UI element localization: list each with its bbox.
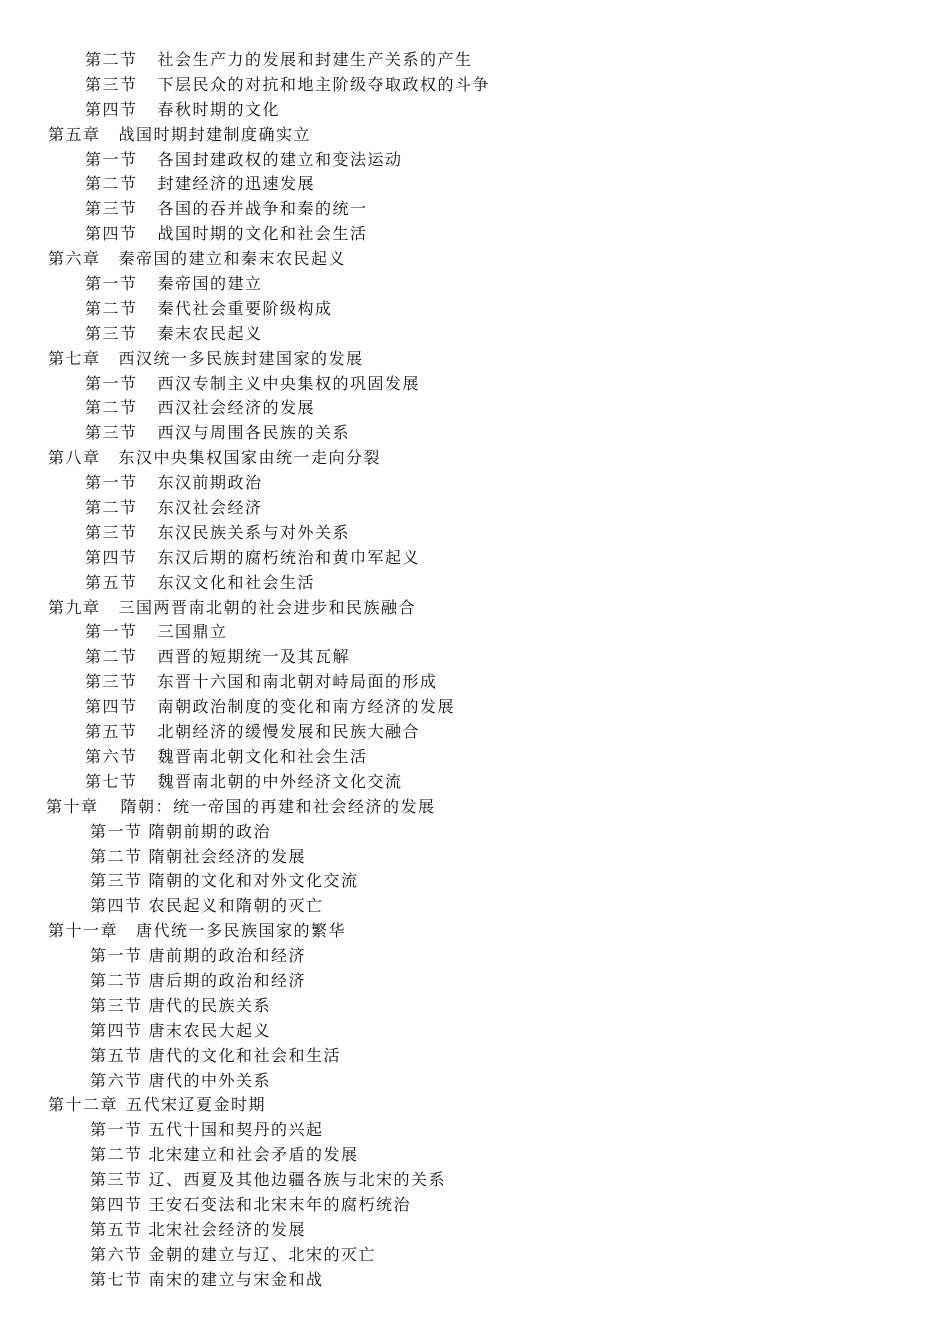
section-number: 第二节 <box>85 298 138 318</box>
section-title: 唐末农民大起义 <box>148 1020 272 1040</box>
toc-section-entry <box>0 1069 950 1094</box>
section-number: 第一节 <box>90 821 143 841</box>
section-number: 第四节 <box>85 697 138 717</box>
toc-section-entry <box>0 1218 950 1243</box>
section-number: 第三节 <box>85 199 138 219</box>
toc-section-entry <box>0 695 950 720</box>
section-title: 东汉后期的腐朽统治和黄巾军起义 <box>157 547 421 567</box>
section-title: 隋朝社会经济的发展 <box>148 846 307 866</box>
chapter-number: 第七章 <box>48 348 101 368</box>
toc-section-entry <box>0 98 950 123</box>
section-number: 第三节 <box>85 672 138 692</box>
toc-chapter-entry <box>0 795 950 820</box>
section-title: 东汉民族关系与对外关系 <box>157 522 351 542</box>
toc-section-entry <box>0 197 950 222</box>
chapter-number: 第八章 <box>48 448 101 468</box>
section-number: 第一节 <box>90 946 143 966</box>
toc-chapter-entry <box>0 919 950 944</box>
section-title: 农民起义和隋朝的灭亡 <box>148 896 324 916</box>
toc-section-entry <box>0 1193 950 1218</box>
toc-section-entry <box>0 745 950 770</box>
toc-section-entry <box>0 820 950 845</box>
section-title: 南朝政治制度的变化和南方经济的发展 <box>157 697 456 717</box>
toc-section-entry <box>0 969 950 994</box>
section-title: 魏晋南北朝的中外经济文化交流 <box>157 771 403 791</box>
section-number: 第二节 <box>90 846 143 866</box>
toc-section-entry <box>0 496 950 521</box>
section-title: 唐代的民族关系 <box>148 995 272 1015</box>
section-title: 唐前期的政治和经济 <box>148 946 307 966</box>
section-title: 辽、西夏及其他边疆各族与北宋的关系 <box>148 1170 447 1190</box>
section-title: 下层民众的对抗和地主阶级夺取政权的斗争 <box>157 74 491 94</box>
toc-chapter-entry <box>0 1093 950 1118</box>
toc-section-entry <box>0 471 950 496</box>
section-number: 第一节 <box>85 149 138 169</box>
table-of-contents <box>0 48 950 1293</box>
toc-section-entry <box>0 869 950 894</box>
section-title: 秦帝国的建立 <box>157 274 263 294</box>
toc-section-entry <box>0 1243 950 1268</box>
toc-section-entry <box>0 571 950 596</box>
chapter-title: 西汉统一多民族封建国家的发展 <box>118 348 364 368</box>
section-title: 唐后期的政治和经济 <box>148 970 307 990</box>
chapter-title: 三国两晋南北朝的社会进步和民族融合 <box>118 597 417 617</box>
section-number: 第六节 <box>90 1244 143 1264</box>
section-number: 第五节 <box>90 1219 143 1239</box>
section-number: 第六节 <box>90 1070 143 1090</box>
section-number: 第三节 <box>90 995 143 1015</box>
toc-section-entry <box>0 894 950 919</box>
chapter-title: 唐代统一多民族国家的繁华 <box>136 921 347 941</box>
section-title: 北朝经济的缓慢发展和民族大融合 <box>157 722 421 742</box>
toc-section-entry <box>0 172 950 197</box>
section-title: 西晋的短期统一及其瓦解 <box>157 647 351 667</box>
section-number: 第三节 <box>85 74 138 94</box>
toc-chapter-entry <box>0 123 950 148</box>
toc-section-entry <box>0 845 950 870</box>
section-title: 各国的吞并战争和秦的统一 <box>157 199 368 219</box>
section-title: 东汉社会经济 <box>157 498 263 518</box>
toc-chapter-entry <box>0 446 950 471</box>
section-title: 战国时期的文化和社会生活 <box>157 224 368 244</box>
section-title: 魏晋南北朝文化和社会生活 <box>157 746 368 766</box>
section-title: 社会生产力的发展和封建生产关系的产生 <box>157 50 473 69</box>
toc-section-entry <box>0 994 950 1019</box>
section-title: 隋朝的文化和对外文化交流 <box>148 871 359 891</box>
toc-section-entry <box>0 421 950 446</box>
toc-section-entry <box>0 770 950 795</box>
section-number: 第四节 <box>85 224 138 244</box>
toc-section-entry <box>0 521 950 546</box>
section-number: 第二节 <box>90 970 143 990</box>
section-number: 第四节 <box>85 547 138 567</box>
section-number: 第一节 <box>85 473 138 493</box>
section-number: 第二节 <box>85 398 138 418</box>
toc-section-entry <box>0 396 950 421</box>
section-title: 东汉文化和社会生活 <box>157 572 316 592</box>
chapter-number: 第九章 <box>48 597 101 617</box>
section-number: 第一节 <box>85 622 138 642</box>
section-number: 第二节 <box>90 1145 143 1165</box>
section-title: 隋朝前期的政治 <box>148 821 272 841</box>
section-number: 第六节 <box>85 746 138 766</box>
toc-section-entry <box>0 272 950 297</box>
chapter-title: 五代宋辽夏金时期 <box>126 1095 267 1115</box>
section-title: 秦代社会重要阶级构成 <box>157 298 333 318</box>
section-title: 三国鼎立 <box>157 622 228 642</box>
chapter-title: 东汉中央集权国家由统一走向分裂 <box>118 448 382 468</box>
toc-section-entry <box>0 372 950 397</box>
section-title: 东汉前期政治 <box>157 473 263 493</box>
section-number: 第七节 <box>85 771 138 791</box>
section-number: 第四节 <box>90 896 143 916</box>
toc-section-entry <box>0 1143 950 1168</box>
chapter-number: 第五章 <box>48 124 101 144</box>
section-title: 西汉与周围各民族的关系 <box>157 423 351 443</box>
chapter-number: 第十章 <box>46 796 99 816</box>
section-number: 第四节 <box>90 1194 143 1214</box>
section-title: 唐代的文化和社会和生活 <box>148 1045 342 1065</box>
section-number: 第四节 <box>85 99 138 119</box>
toc-section-entry <box>0 1118 950 1143</box>
section-number: 第三节 <box>90 871 143 891</box>
section-number: 第二节 <box>85 174 138 194</box>
toc-section-entry <box>0 48 950 73</box>
section-number: 第一节 <box>85 274 138 294</box>
chapter-title: 秦帝国的建立和秦末农民起义 <box>118 249 347 269</box>
toc-section-entry <box>0 720 950 745</box>
toc-section-entry <box>0 222 950 247</box>
toc-section-entry <box>0 1044 950 1069</box>
toc-section-entry <box>0 670 950 695</box>
section-title: 唐代的中外关系 <box>148 1070 272 1090</box>
section-title: 金朝的建立与辽、北宋的灭亡 <box>148 1244 377 1264</box>
section-title: 东晋十六国和南北朝对峙局面的形成 <box>157 672 438 692</box>
section-title: 各国封建政权的建立和变法运动 <box>157 149 403 169</box>
toc-chapter-entry <box>0 596 950 621</box>
section-number: 第一节 <box>85 373 138 393</box>
section-number: 第七节 <box>90 1269 143 1289</box>
section-title: 北宋建立和社会矛盾的发展 <box>148 1145 359 1165</box>
section-number: 第四节 <box>90 1020 143 1040</box>
chapter-number: 第六章 <box>48 249 101 269</box>
chapter-number: 第十二章 <box>48 1095 119 1115</box>
toc-section-entry <box>0 322 950 347</box>
section-number: 第五节 <box>85 722 138 742</box>
toc-section-entry <box>0 148 950 173</box>
section-title: 五代十国和契丹的兴起 <box>148 1120 324 1140</box>
toc-section-entry <box>0 620 950 645</box>
section-number: 第三节 <box>85 323 138 343</box>
section-title: 封建经济的迅速发展 <box>157 174 316 194</box>
toc-section-entry <box>0 297 950 322</box>
toc-section-entry <box>0 1019 950 1044</box>
section-number: 第二节 <box>85 498 138 518</box>
toc-section-entry <box>0 1268 950 1293</box>
section-title: 西汉社会经济的发展 <box>157 398 316 418</box>
chapter-number: 第十一章 <box>48 921 119 941</box>
toc-chapter-entry <box>0 247 950 272</box>
section-number: 第二节 <box>85 50 138 69</box>
section-number: 第五节 <box>85 572 138 592</box>
toc-section-entry <box>0 546 950 571</box>
section-title: 西汉专制主义中央集权的巩固发展 <box>157 373 421 393</box>
section-number: 第三节 <box>85 522 138 542</box>
section-number: 第一节 <box>90 1120 143 1140</box>
section-title: 春秋时期的文化 <box>157 99 281 119</box>
toc-section-entry <box>0 944 950 969</box>
section-title: 王安石变法和北宋末年的腐朽统治 <box>148 1194 412 1214</box>
section-number: 第三节 <box>90 1170 143 1190</box>
toc-chapter-entry <box>0 347 950 372</box>
toc-section-entry <box>0 73 950 98</box>
chapter-title: 隋朝：统一帝国的再建和社会经济的发展 <box>120 796 436 816</box>
chapter-title: 战国时期封建制度确实立 <box>118 124 312 144</box>
toc-section-entry <box>0 1168 950 1193</box>
section-title: 南宋的建立与宋金和战 <box>148 1269 324 1289</box>
section-title: 北宋社会经济的发展 <box>148 1219 307 1239</box>
section-number: 第五节 <box>90 1045 143 1065</box>
section-number: 第二节 <box>85 647 138 667</box>
toc-section-entry <box>0 645 950 670</box>
section-title: 秦末农民起义 <box>157 323 263 343</box>
section-number: 第三节 <box>85 423 138 443</box>
